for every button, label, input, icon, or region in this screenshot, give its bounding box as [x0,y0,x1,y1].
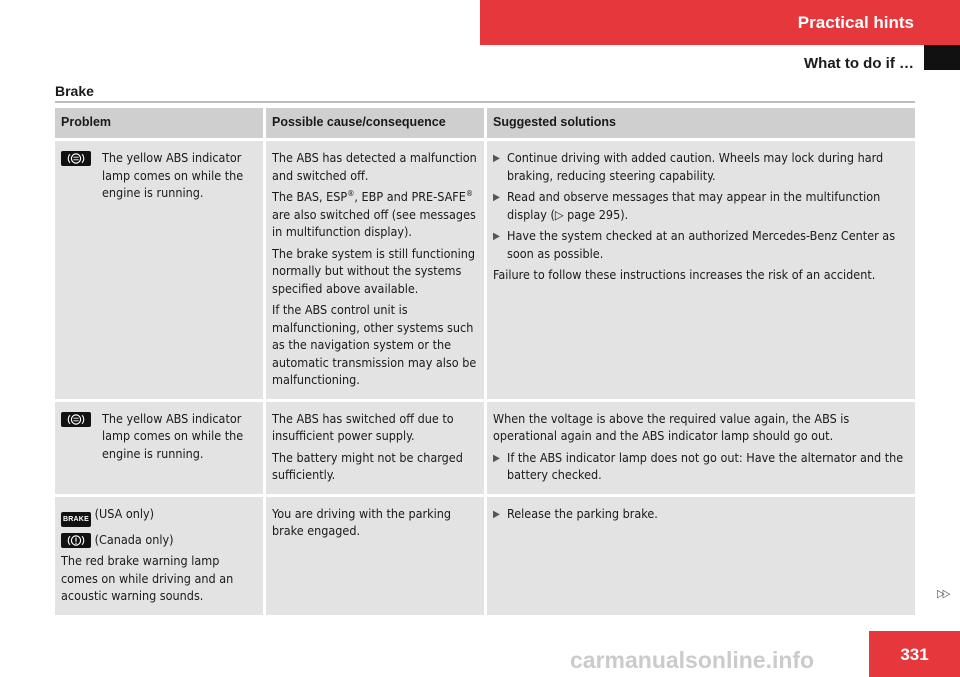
triangle-bullet-icon: ▶ [493,153,500,164]
continue-marker: ▷▷ [937,587,949,600]
solution-note: Failure to follow these instructions increases the risk of an accident. [493,267,876,282]
triangle-bullet-icon: ▶ [493,508,500,520]
chapter-tab [480,0,960,45]
solution-cell [484,494,915,615]
watermark: carmanualsonline.info [570,647,815,673]
column-header-solutions: Suggested solutions [484,108,915,138]
solution-cell [484,399,915,494]
solution-note: When the voltage is above the required value again, the ABS is operational again and the ABS indicator lamp should go out. [493,410,850,443]
solution-item: ▶ Continue driving with added caution. Wheels may lock during hard braking, reducing steering capability. [493,150,884,183]
cause-text: You are driving with the parking brake engaged. [272,505,452,538]
cause-text: The brake system is still functioning normally but without the systems specified above available. [272,245,476,296]
cause-text: The BAS, ESP®, EBP and PRE-SAFE® are also switched off (see messages in multifunction display). [272,188,476,239]
brake-circle-warning-lamp-icon [61,533,91,548]
cause-cell [263,399,484,494]
cause-text: The ABS has switched off due to insufficient power supply. [272,410,454,443]
triangle-bullet-icon: ▶ [493,452,500,464]
section-heading: Brake [55,83,94,99]
corner-block [924,45,960,70]
cause-cell [263,494,484,615]
problem-cell [55,399,263,494]
heading-divider [55,101,915,103]
table-row [55,138,915,399]
cause-text: The ABS has detected a malfunction and switched off. [272,150,477,183]
chapter-title: Practical hints [797,12,914,32]
table-header-row [55,108,915,138]
problem-text: The yellow ABS indicator lamp comes on while the engine is running. [102,410,244,461]
brake-warning-lamp-icon [61,512,91,527]
cause-cell [263,138,484,399]
canada-only-label: (Canada only) [94,531,174,547]
solution-item: ▶ If the ABS indicator lamp does not go out: Have the alternator and the battery checked. [493,449,904,482]
column-header-cause: Possible cause/consequence [263,108,484,138]
brake-lamp-text: BRAKE [63,515,89,523]
problem-cell [55,494,263,615]
table-row [55,399,915,494]
cause-text: If the ABS control unit is malfunctioning, other systems such as the navigation system or the automatic transmission may also be malfunctioning. [272,302,477,387]
brake-table [55,108,915,615]
column-header-problem: Problem [55,108,263,138]
table-row [55,494,915,615]
problem-text: The red brake warning lamp comes on while driving and an acoustic warning sounds. [61,553,234,604]
usa-only-label: (USA only) [94,505,155,521]
cause-text: The battery might not be charged sufficiently. [272,449,463,482]
triangle-bullet-icon: ▶ [493,231,500,242]
page-number: 331 [869,631,960,677]
section-title: What to do if … [804,55,914,72]
problem-text: The yellow ABS indicator lamp comes on while the engine is running. [102,150,244,200]
solution-item: ▶ Release the parking brake. [493,505,909,524]
solution-item: ▶ Read and observe messages that may appear in the multifunction display (▷ page 295). [493,189,881,222]
triangle-bullet-icon: ▶ [493,192,500,203]
abs-warning-lamp-icon [61,151,91,166]
abs-warning-lamp-icon [61,412,91,427]
usa-lamp-line [61,505,257,527]
solution-item: ▶ Have the system checked at an authorized Mercedes-Benz Center as soon as possible. [493,228,896,261]
canada-lamp-line [61,531,257,549]
solution-cell [484,138,915,399]
problem-cell [55,138,263,399]
